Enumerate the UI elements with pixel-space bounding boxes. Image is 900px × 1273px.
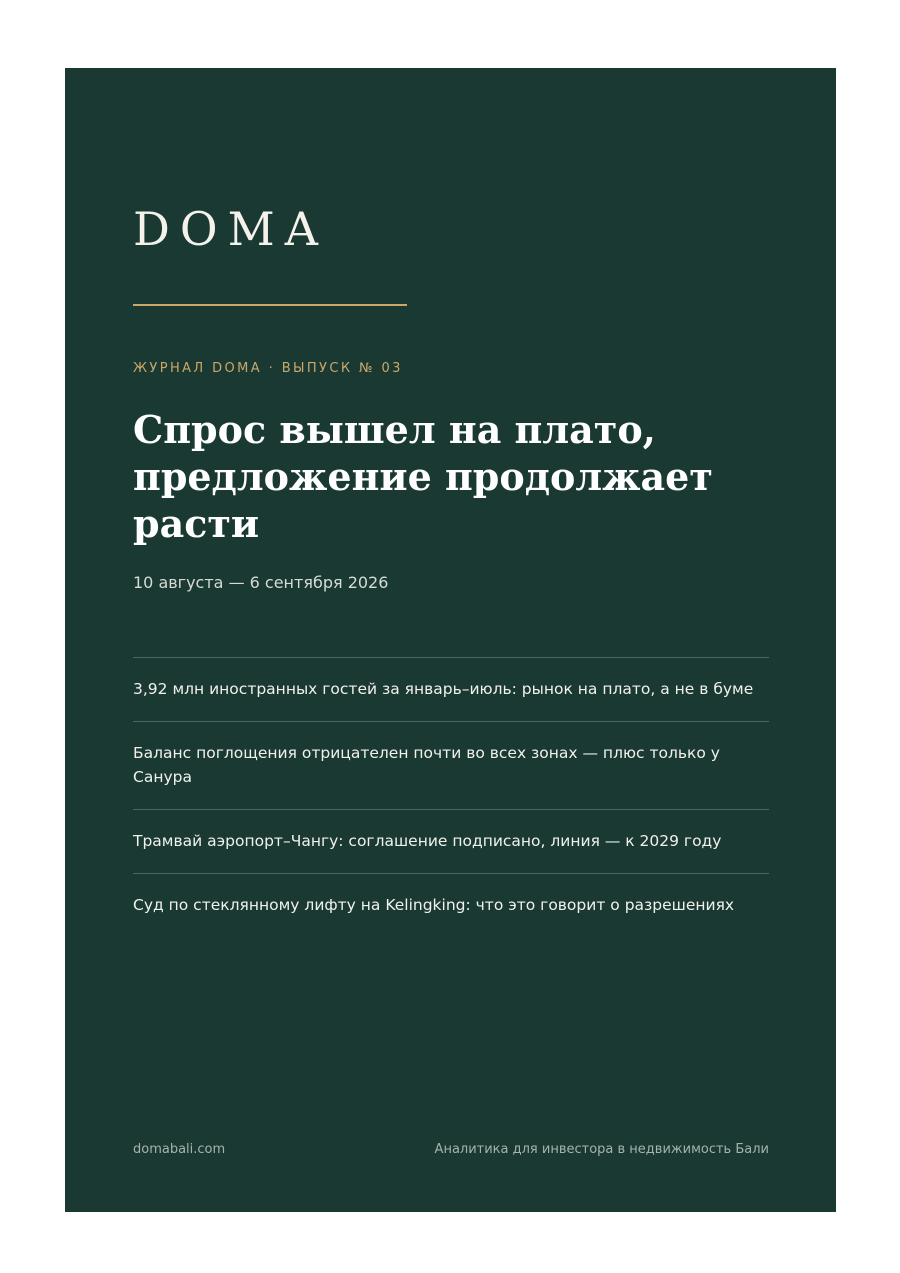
- issue-kicker: ЖУРНАЛ DOMA · ВЫПУСК № 03: [133, 361, 403, 376]
- toc-item: 3,92 млн иностранных гостей за январь–июль: рынок на плато, а не в буме: [133, 658, 769, 722]
- footer-tagline: Аналитика для инвестора в недвижимость Бали: [434, 1142, 769, 1157]
- footer-website: domabali.com: [133, 1142, 226, 1157]
- toc-item: Баланс поглощения отрицателен почти во всех зонах — плюс только у Санура: [133, 722, 769, 810]
- gold-divider: [133, 304, 407, 306]
- magazine-cover: [65, 68, 836, 1212]
- issue-dates: 10 августа — 6 сентября 2026: [133, 573, 389, 592]
- issue-headline: Спрос вышел на плато, предложение продолжает расти: [133, 407, 713, 546]
- toc-item: Трамвай аэропорт–Чангу: соглашение подписано, линия — к 2029 году: [133, 810, 769, 874]
- toc-item: Суд по стеклянному лифту на Kelingking: что это говорит о разрешениях: [133, 896, 735, 914]
- brand-logo: DOMA: [133, 202, 328, 256]
- table-of-contents: [133, 657, 769, 937]
